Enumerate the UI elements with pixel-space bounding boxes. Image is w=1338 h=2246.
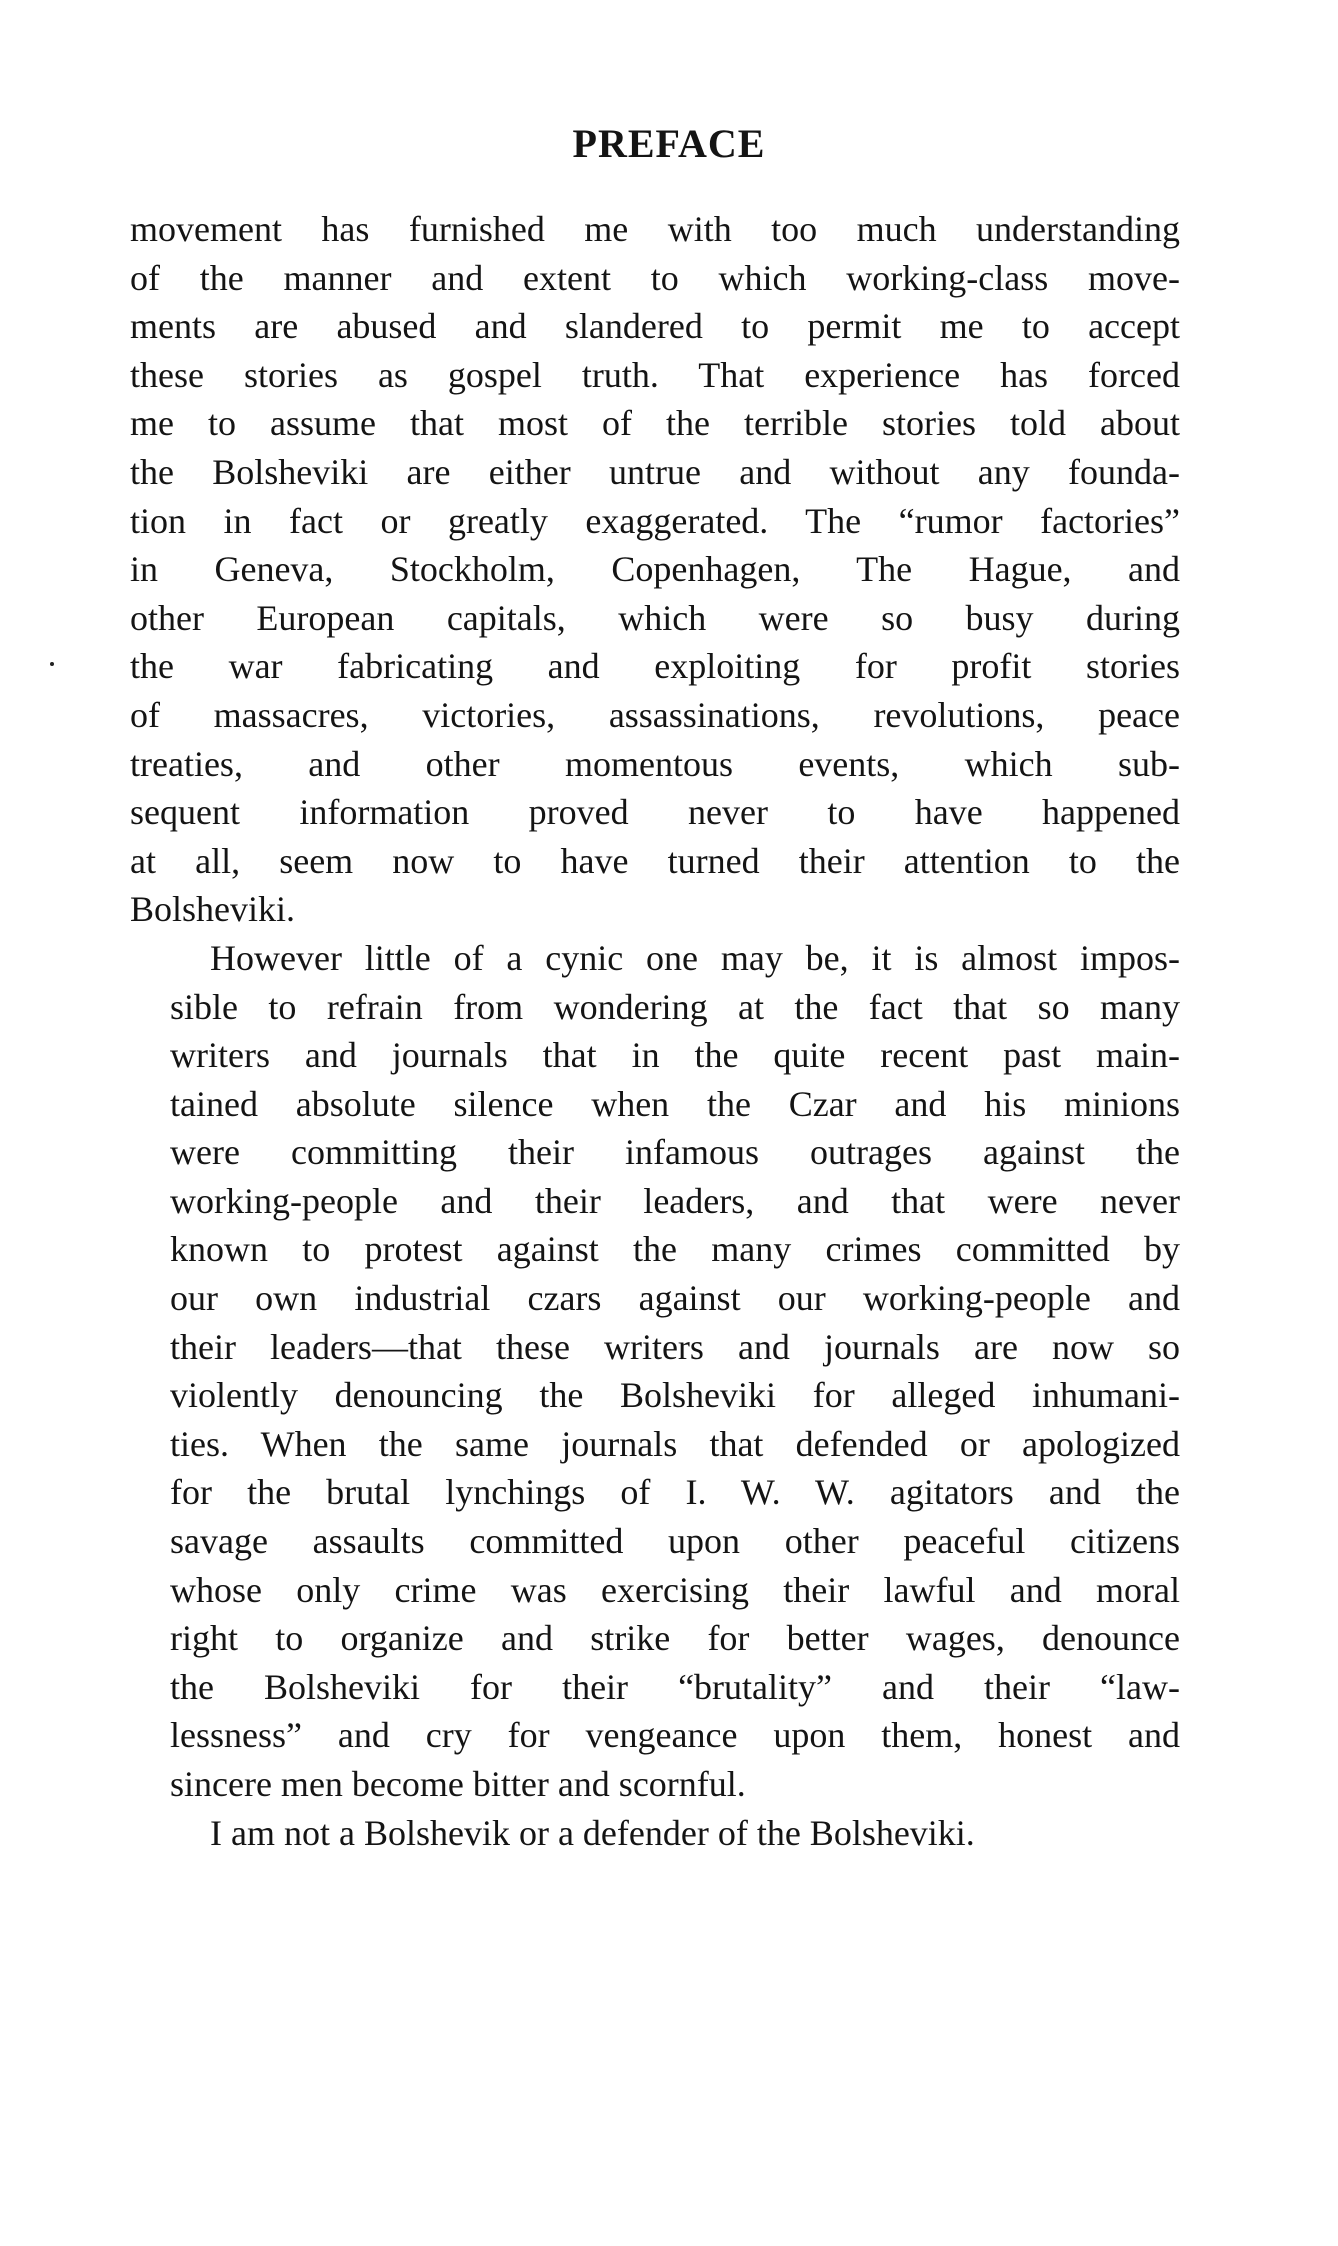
text-line: right to organize and strike for better wages, denounce [170, 1618, 1180, 1659]
text-line: our own industrial czars against our working-people and [170, 1278, 1180, 1319]
text-line: violently denouncing the Bolsheviki for alleged inhumani- [170, 1375, 1180, 1416]
text-line: savage assaults committed upon other peaceful citizens [170, 1521, 1180, 1562]
text-line: sincere men become bitter and scornful. [170, 1764, 746, 1804]
paragraph-2 [130, 934, 1180, 1809]
text-line: I am not a Bolshevik or a defender of the Bolsheviki. [210, 1812, 975, 1853]
text-line: of massacres, victories, assassinations, revolutions, peace [130, 694, 1180, 735]
text-line: tained absolute silence when the Czar and his minions [170, 1083, 1180, 1124]
text-line: at all, seem now to have turned their attention to the [130, 840, 1180, 881]
text-line: the war fabricating and exploiting for profit stories [130, 646, 1180, 687]
text-line: the Bolsheviki are either untrue and without any founda- [130, 451, 1180, 492]
text-line: working-people and their leaders, and that were never [170, 1180, 1180, 1221]
text-line: ments are abused and slandered to permit me to accept [130, 306, 1180, 347]
text-line: treaties, and other momentous events, which sub- [130, 743, 1180, 784]
text-line: known to protest against the many crimes committed by [170, 1229, 1180, 1270]
text-line: in Geneva, Stockholm, Copenhagen, The Hague, and [130, 549, 1180, 590]
running-header: PREFACE [572, 121, 766, 166]
text-line: However little of a cynic one may be, it is almost impos- [210, 937, 1180, 978]
text-line: writers and journals that in the quite recent past main- [170, 1035, 1180, 1076]
text-line: movement has furnished me with too much understanding [130, 209, 1180, 249]
body-text [130, 205, 1180, 1857]
text-line: the Bolsheviki for their “brutality” and their “law- [170, 1666, 1180, 1707]
text-line: their leaders—that these writers and journals are now so [170, 1326, 1180, 1367]
text-line: sible to refrain from wondering at the fact that so many [170, 986, 1180, 1027]
text-line: for the brutal lynchings of I. W. W. agitators and the [170, 1472, 1180, 1513]
text-line: lessness” and cry for vengeance upon them, honest and [170, 1715, 1180, 1756]
text-line: tion in fact or greatly exaggerated. The “rumor factories” [130, 500, 1180, 541]
text-line: ties. When the same journals that defended or apologized [170, 1423, 1180, 1464]
text-line: me to assume that most of the terrible stories told about [130, 403, 1180, 444]
text-line: Bolsheviki. [130, 889, 296, 930]
margin-speck [50, 662, 54, 666]
paragraph-3 [130, 1809, 1180, 1858]
text-line: other European capitals, which were so busy during [130, 597, 1180, 638]
paragraph-1 [130, 205, 1180, 934]
text-line: were committing their infamous outrages against the [170, 1132, 1180, 1173]
text-line: these stories as gospel truth. That experience has forced [130, 354, 1180, 395]
text-line: of the manner and extent to which working-class move- [130, 257, 1180, 298]
text-line: whose only crime was exercising their lawful and moral [170, 1569, 1180, 1610]
text-line: sequent information proved never to have happened [130, 792, 1180, 833]
